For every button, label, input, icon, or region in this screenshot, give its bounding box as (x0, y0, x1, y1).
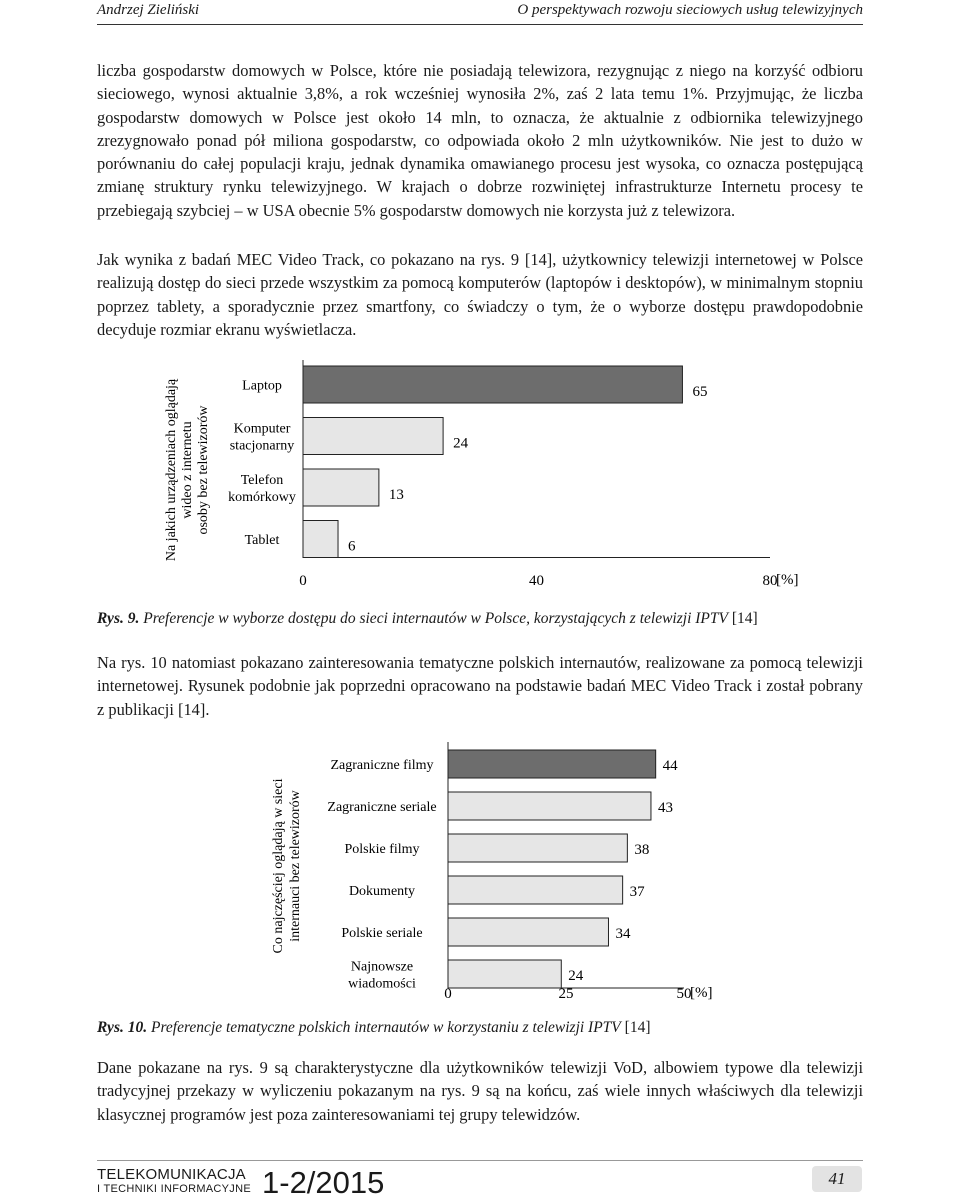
y-axis-title-line: internauci bez telewizorów (288, 790, 303, 942)
x-tick-label: 0 (444, 986, 452, 1002)
page-number: 41 (828, 1169, 846, 1188)
bar (448, 960, 561, 988)
category-label: Zagraniczne seriale (327, 799, 437, 815)
data-label: 44 (662, 758, 678, 774)
header-rule (97, 24, 863, 25)
paragraph-4: Dane pokazane na rys. 9 są charakterystyczne dla użytkowników telewizji VoD, albowiem typowe dla telewizji tradycyjnej przekazy w wyliczeniu pokazanym na rys. 9 są na końcu, zaś wiele innych właściwych dla telewizji klasycznej programów jest poza zainteresowaniami tej grupy telewidzów. (97, 1058, 863, 1124)
category-label: Zagraniczne filmy (330, 757, 434, 773)
bar (448, 750, 656, 778)
category-label: wiadomości (348, 976, 416, 992)
paragraph-2: Jak wynika z badań MEC Video Track, co pokazano na rys. 9 [14], użytkownicy telewizji internetowej w Polsce realizują dostęp do sieci przede wszystkim za pomocą komputerów (laptopów i desktopów), w minimalnym stopniu poprzez tablety, a sporadycznie przez smartfony, co świadczy o tym, że o wyborze dostępu prawdopodobnie decyduje rozmiar ekranu wyświetlacza. (97, 250, 863, 339)
data-label: 24 (453, 435, 469, 452)
category-label: Polskie filmy (344, 841, 420, 857)
y-axis-title-line: wideo z internetu (180, 421, 195, 519)
header-title: O perspektywach rozwoju sieciowych usług telewizyjnych (517, 2, 863, 18)
paragraph-3: Na rys. 10 natomiast pokazano zainteresowania tematyczne polskich internautów, realizowane za pomocą telewizji internetowej. Rysunek podobnie jak poprzedni opracowano na podstawie badań MEC Video Track i został pobrany z publikacji [14]. (97, 653, 863, 719)
journal-name-line1: TELEKOMUNIKACJA (97, 1166, 246, 1183)
category-label: stacjonarny (229, 438, 295, 454)
issue-number: 1-2/2015 (262, 1165, 385, 1200)
x-tick-label: 0 (299, 573, 307, 589)
x-tick-label: 50 (676, 986, 692, 1002)
x-axis-unit: [%] (776, 572, 799, 588)
category-label: Laptop (242, 378, 282, 394)
y-axis-title-line: Co najczęściej oglądają w sieci (271, 778, 286, 954)
data-label: 43 (657, 800, 673, 816)
figure-9-label: Rys. 9. (97, 610, 140, 627)
data-label: 37 (629, 884, 645, 900)
page-footer (0, 1160, 960, 1198)
data-label: 24 (568, 968, 584, 984)
bar (303, 418, 443, 455)
paragraph-1: liczba gospodarstw domowych w Polsce, które nie posiadają telewizora, rezygnując z niego na korzyść odbioru sieciowego, wynosi aktualnie 3,8%, a rok wcześniej wynosiła 2%, zaś 2 lata temu 1%. Przyjmując, że liczba gospodarstw domowych w Polsce jest około 14 mln, to oznacza, że aktualnie z odbiornika telewizyjnego zrezygnowało ponad pół miliona gospodarstw, co odpowiada około 2 mln użytkowników. Nie jest to dużo w porównaniu do całej populacji kraju, jednak dynamika omawianego procesu jest wysoka, co oznacza postępującą zmianę struktury rynku telewizyjnego. W krajach o dobrze rozwiniętej infrastrukturze Internetu procesy te przebiegają szybciej – w USA obecnie 5% gospodarstw domowych nie korzysta już z telewizora. (97, 61, 863, 220)
footer-rule (97, 1160, 863, 1161)
y-axis-title-line: osoby bez telewizorów (196, 405, 211, 535)
page-number-badge (812, 1166, 862, 1192)
figure-10-caption-text: Preferencje tematyczne polskich internautów w korzystaniu z telewizji IPTV (150, 1019, 621, 1036)
figure-10-caption (97, 1019, 650, 1037)
figure-9-caption (97, 610, 758, 628)
figure-9-caption-text: Preferencje w wyborze dostępu do sieci internautów w Polsce, korzystających z telewizji IPTV (143, 610, 728, 627)
category-label: Telefon (240, 472, 284, 488)
bar (448, 876, 623, 904)
header-author: Andrzej Zieliński (97, 2, 200, 18)
x-tick-label: 80 (762, 573, 778, 589)
y-axis-title-line: Na jakich urządzeniach oglądają (164, 378, 179, 562)
bar (448, 792, 651, 820)
data-label: 65 (692, 384, 708, 400)
figure-10-label: Rys. 10. (97, 1019, 148, 1036)
data-label: 34 (615, 926, 631, 942)
category-label: Komputer (233, 421, 291, 437)
data-label: 6 (348, 538, 356, 555)
figure-9-chart (150, 360, 830, 600)
x-axis-unit: [%] (690, 985, 713, 1001)
bar (303, 521, 338, 558)
category-label: Dokumenty (348, 883, 416, 899)
category-label: Polskie seriale (341, 925, 423, 941)
x-tick-label: 40 (529, 573, 544, 589)
figure-9-ref: [14] (731, 610, 758, 627)
journal-name-line2: I TECHNIKI INFORMACYJNE (97, 1183, 251, 1195)
figure-10-chart (260, 740, 730, 1010)
category-label: komórkowy (228, 489, 296, 505)
figure-10-ref: [14] (624, 1019, 651, 1036)
category-label: Najnowsze (350, 959, 414, 975)
bar (303, 366, 682, 403)
category-label: Tablet (244, 532, 280, 548)
data-label: 13 (388, 487, 404, 503)
running-header (0, 0, 960, 30)
bar (303, 469, 379, 506)
bar (448, 834, 627, 862)
data-label: 38 (634, 842, 650, 858)
x-tick-label: 25 (558, 986, 574, 1002)
bar (448, 918, 608, 946)
